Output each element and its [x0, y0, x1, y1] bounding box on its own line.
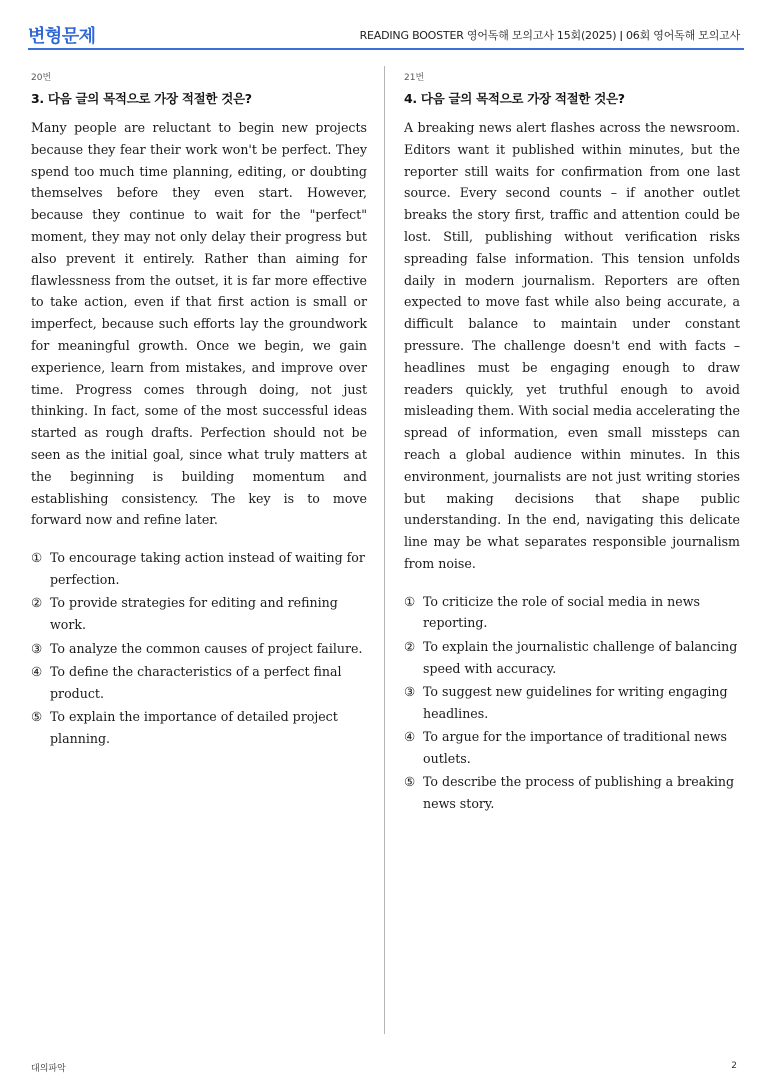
option-marker: ③ — [404, 684, 416, 700]
option-marker: ④ — [31, 664, 43, 680]
option-text: To analyze the common causes of project failure. — [50, 640, 363, 656]
answer-option[interactable] — [31, 661, 367, 704]
option-text: To argue for the importance of traditional news outlets. — [423, 729, 727, 766]
option-marker: ④ — [404, 729, 416, 745]
option-marker: ① — [404, 593, 416, 609]
option-text: To provide strategies for editing and refining work. — [50, 595, 338, 632]
answer-options — [31, 547, 367, 749]
option-text: To explain the importance of detailed project planning. — [50, 709, 338, 746]
question-column-left — [31, 70, 367, 751]
page-number: 2 — [731, 1061, 737, 1071]
option-text: To suggest new guidelines for writing engaging headlines. — [423, 684, 728, 721]
answer-option[interactable] — [31, 638, 367, 660]
question-passage: A breaking news alert flashes across the newsroom. Editors want it published within minutes, but the reporter still waits for confirmation from one last source. Every second counts – if another outlet breaks the story first, traffic and attention could be lost. Still, publishing without verification risks spreading false information. This tension unfolds daily in modern journalism. Reporters are often expected to move fast while also being accurate, a difficult balance to maintain under constant pressure. The challenge doesn't end with facts – headlines must be engaging enough to draw readers quickly, yet truthful enough to avoid misleading them. With social media accelerating the spread of information, even small missteps can reach a global audience within minutes. In this environment, journalists are not just writing stories but making decisions that shape public understanding. In the end, navigating this delicate line may be what separates responsible journalism from noise. — [404, 120, 740, 571]
column-divider — [384, 66, 385, 1034]
header-title: READING BOOSTER 영어독해 모의고사 15회(2025) ǀ 06회 영어독해 모의고사 — [359, 29, 740, 42]
page-header — [28, 22, 744, 50]
answer-option[interactable] — [404, 591, 740, 634]
question-title: 4. 다음 글의 목적으로 가장 적절한 것은? — [404, 91, 625, 106]
option-marker: ② — [31, 595, 43, 611]
answer-options — [404, 591, 740, 815]
answer-option[interactable] — [404, 771, 740, 814]
answer-option[interactable] — [31, 592, 367, 635]
option-marker: ① — [31, 550, 43, 566]
option-marker: ③ — [31, 640, 43, 656]
answer-option[interactable] — [404, 636, 740, 679]
option-text: To encourage taking action instead of waiting for perfection. — [50, 550, 365, 587]
brand-title: 변형문제 — [28, 26, 96, 47]
option-text: To describe the process of publishing a breaking news story. — [423, 774, 735, 812]
option-marker: ⑤ — [31, 709, 43, 725]
question-column-right — [404, 70, 740, 817]
option-text: To criticize the role of social media in news reporting. — [423, 593, 700, 631]
answer-option[interactable] — [404, 726, 740, 769]
footer-publisher: 대의파악 — [31, 1064, 66, 1074]
answer-option[interactable] — [31, 547, 367, 590]
question-number: 21번 — [404, 73, 425, 83]
answer-option[interactable] — [404, 681, 740, 724]
option-marker: ② — [404, 638, 416, 654]
question-number: 20번 — [31, 73, 52, 83]
option-text: To explain the journalistic challenge of balancing speed with accuracy. — [423, 638, 738, 676]
question-passage: Many people are reluctant to begin new projects because they fear their work won't be perfect. They spend too much time planning, editing, or doubting themselves before they even start. However, because they continue to wait for the "perfect" moment, they may not only delay their progress but also prevent it entirely. Rather than aiming for flawlessness from the outset, it is far more effective to take action, even if that first action is small or imperfect, because such efforts lay the groundwork for meaningful growth. Once we begin, we gain experience, learn from mistakes, and improve over time. Progress comes through doing, not just thinking. In fact, some of the most successful ideas started as rough drafts. Perfection should not be seen as the initial goal, since what truly matters at the beginning is building momentum and establishing consistency. The key is to move forward now and refine later. — [31, 120, 367, 528]
option-marker: ⑤ — [404, 774, 416, 790]
question-title: 3. 다음 글의 목적으로 가장 적절한 것은? — [31, 91, 252, 106]
answer-option[interactable] — [31, 706, 367, 749]
option-text: To define the characteristics of a perfect final product. — [50, 664, 342, 701]
